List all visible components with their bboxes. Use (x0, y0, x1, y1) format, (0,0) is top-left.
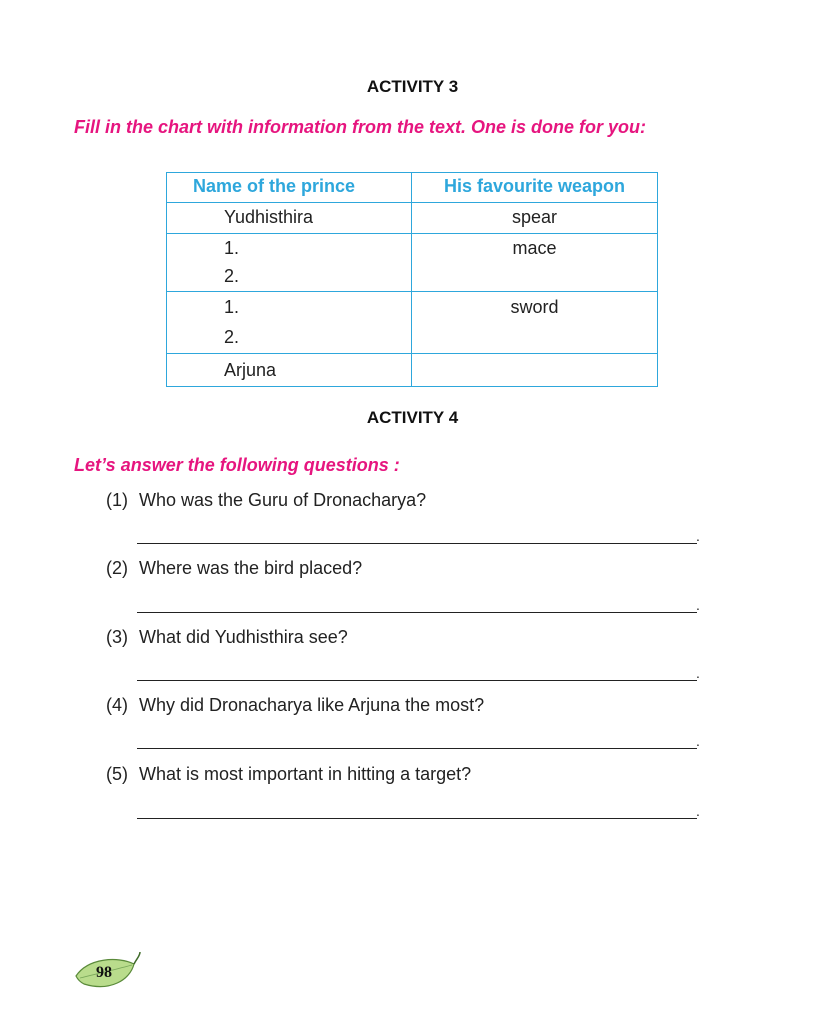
answer-end-dot: . (696, 733, 700, 749)
prince-blank-2: 2. (224, 327, 240, 347)
answer-line-2[interactable] (137, 612, 697, 613)
answer-end-dot: . (696, 803, 700, 819)
prince-blank-1: 1. (224, 238, 240, 258)
weapon-cell: sword (510, 297, 559, 317)
table-row (167, 202, 657, 233)
answer-line-5[interactable] (137, 818, 697, 819)
answer-end-dot: . (696, 665, 700, 681)
header-favourite-weapon: His favourite weapon (443, 176, 626, 196)
table-header-row (167, 173, 657, 202)
question-4 (106, 695, 484, 716)
answer-line-1[interactable] (137, 543, 697, 544)
header-name-of-prince: Name of the prince (193, 176, 356, 196)
question-number: (2) (106, 558, 128, 578)
answer-line-3[interactable] (137, 680, 697, 681)
question-2 (106, 558, 362, 579)
weapon-cell: spear (511, 207, 558, 227)
weapon-cell: mace (512, 238, 557, 258)
prince-blank-1: 1. (224, 297, 240, 317)
activity-4-title: ACTIVITY 4 (366, 408, 459, 427)
answer-end-dot: . (696, 528, 700, 544)
prince-name: Yudhisthira (224, 207, 314, 227)
question-number: (1) (106, 490, 128, 510)
question-text: Where was the bird placed? (139, 558, 363, 578)
table-row (167, 291, 657, 353)
question-1 (106, 490, 426, 511)
activity-3-title: ACTIVITY 3 (366, 77, 459, 96)
activity-3-instruction: Fill in the chart with information from the text. One is done for you: (74, 117, 647, 137)
question-text: What did Yudhisthira see? (139, 627, 348, 647)
question-5 (106, 764, 471, 785)
question-3 (106, 627, 348, 648)
table-row (167, 233, 657, 291)
activity-4-instruction: Let’s answer the following questions : (74, 455, 400, 475)
question-number: (4) (106, 695, 128, 715)
table-row (167, 353, 657, 386)
page-number: 98 (96, 964, 112, 981)
answer-line-4[interactable] (137, 748, 697, 749)
question-number: (5) (106, 764, 128, 784)
prince-weapon-chart (166, 172, 658, 387)
answer-end-dot: . (696, 597, 700, 613)
question-text: Why did Dronacharya like Arjuna the most? (139, 695, 485, 715)
question-text: Who was the Guru of Dronacharya? (139, 490, 427, 510)
question-number: (3) (106, 627, 128, 647)
prince-blank-2: 2. (224, 266, 240, 286)
question-text: What is most important in hitting a target? (139, 764, 472, 784)
prince-name: Arjuna (224, 360, 277, 380)
